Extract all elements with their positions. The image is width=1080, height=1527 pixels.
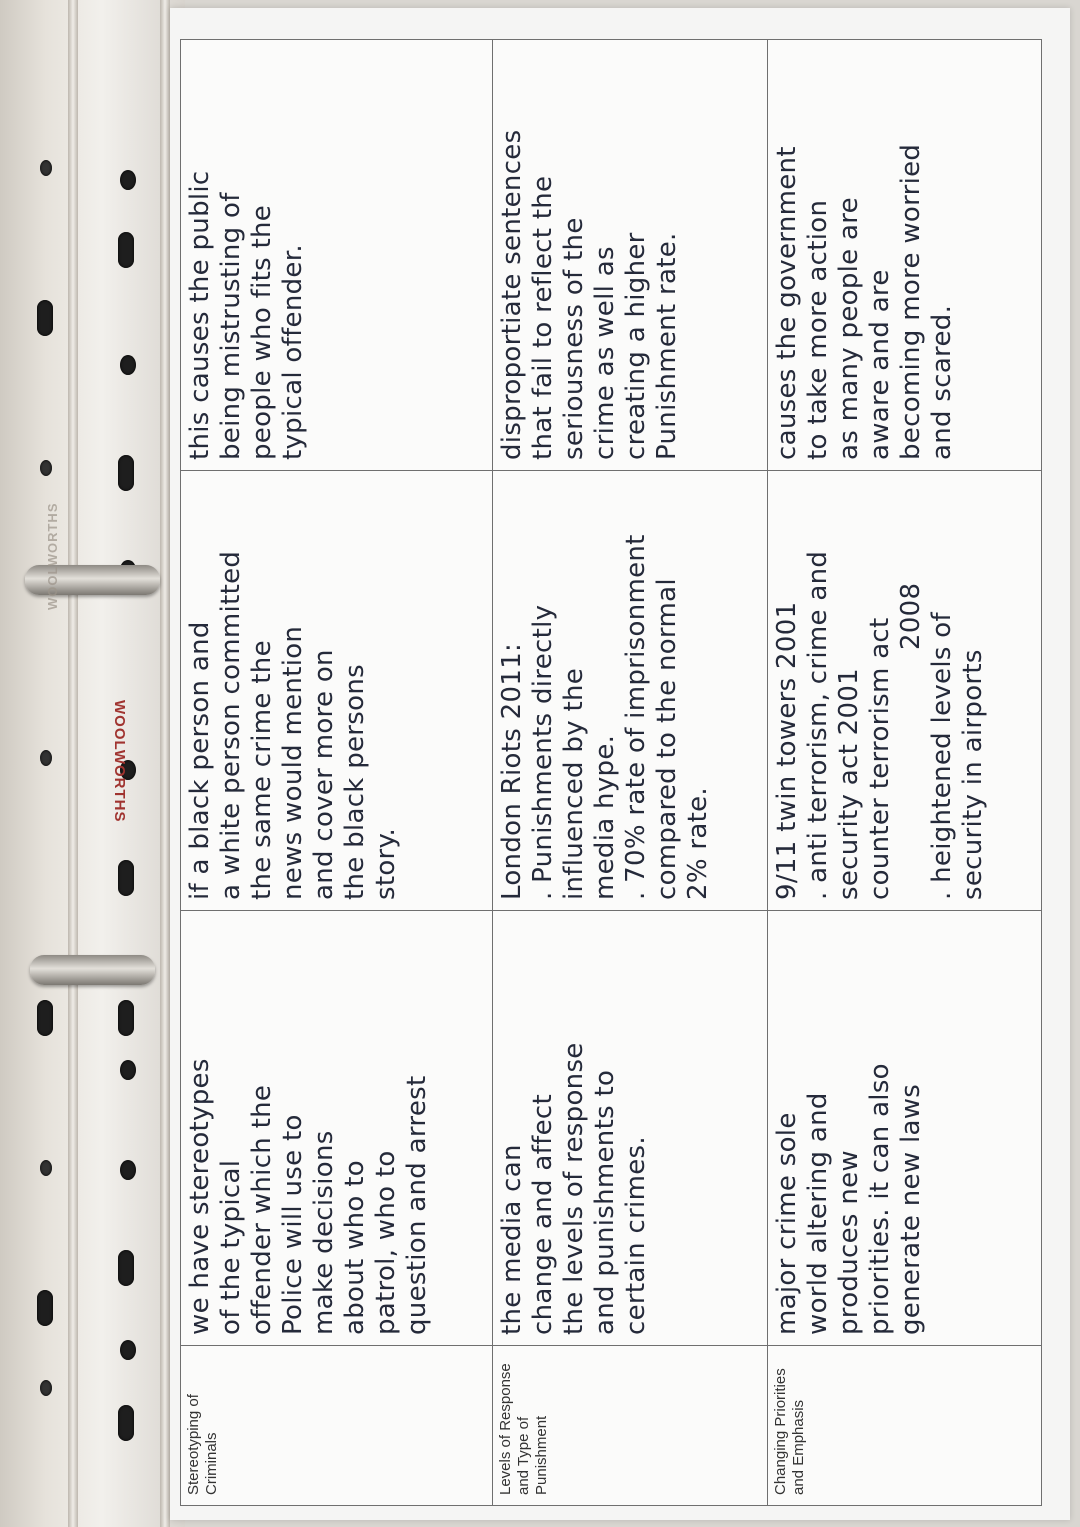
binder-ring [30, 955, 155, 985]
note-line: as many people are [833, 197, 864, 460]
note-line: to take more action [802, 199, 833, 460]
note-line: priorities. it can also [864, 1063, 895, 1335]
punch-hole [120, 1160, 136, 1180]
note-line: . heightened levels of [926, 612, 957, 900]
rotated-table [180, 40, 1042, 1506]
punch-hole [118, 1250, 134, 1286]
note-line: if a black person and [185, 621, 215, 900]
punch-hole [118, 860, 134, 896]
note-line: of the typical [216, 1159, 246, 1335]
consequence-cell [493, 40, 767, 471]
note-line: . anti terrorism, crime and [802, 550, 833, 900]
media-influence-table [180, 39, 1042, 1506]
note-line: 9/11 twin towers 2001 [771, 601, 802, 900]
note-line: . 70% rate of imprisonment [621, 534, 652, 900]
note-line: and scared. [926, 304, 957, 460]
punch-hole [120, 170, 136, 190]
note-line: security act 2001 [833, 667, 864, 900]
punch-hole [40, 750, 52, 766]
impact-cell [181, 911, 493, 1346]
note-line: . Punishments directly [528, 604, 559, 900]
notes-sheet [170, 8, 1070, 1520]
note-line: crime as well as [590, 246, 621, 460]
consequence-cell [181, 40, 493, 471]
punch-hole [118, 1000, 134, 1036]
note-line: media hype. [590, 734, 621, 900]
punch-hole [118, 455, 134, 491]
note-line: the black persons [340, 664, 370, 900]
pocket-fold [68, 0, 78, 1527]
punch-hole [40, 460, 52, 476]
note-line: story. [371, 827, 401, 900]
note-line: and cover more on [309, 649, 339, 900]
impact-cell [767, 911, 1041, 1346]
table-row [767, 40, 1041, 1506]
note-line: 2008 [895, 582, 926, 650]
note-line: we have stereotypes [185, 1058, 215, 1335]
table-row [493, 40, 767, 1506]
note-line: a white person committed [216, 550, 246, 900]
pocket-fold [160, 0, 170, 1527]
note-line: causes the government [771, 146, 802, 460]
punch-hole [37, 1000, 53, 1036]
note-line: being mistrusting of [216, 192, 246, 460]
note-line: question and arrest [402, 1075, 432, 1335]
note-line: this causes the public [185, 170, 215, 460]
note-line: change and affect [528, 1094, 559, 1335]
note-line: news would mention [278, 625, 308, 900]
note-line: Punishment rate. [652, 232, 683, 460]
example-cell [767, 471, 1041, 911]
note-line: certain crimes. [621, 1136, 652, 1335]
note-line: patrol, who to [371, 1150, 401, 1335]
note-line: becoming more worried [895, 143, 926, 460]
punch-hole [118, 1405, 134, 1441]
note-line: the levels of response [559, 1042, 590, 1335]
note-line: the media can [497, 1144, 528, 1335]
row-label: Levels of Response and Type of Punishment [493, 1346, 767, 1506]
note-line: seriousness of the [559, 217, 590, 460]
punch-hole [40, 160, 52, 176]
note-line: disproportiate sentences [497, 129, 528, 460]
note-line: make decisions [309, 1130, 339, 1335]
punch-hole [40, 1160, 52, 1176]
note-line: influenced by the [559, 667, 590, 900]
note-line: Police will use to [278, 1114, 308, 1335]
note-line: 2% rate. [683, 787, 714, 900]
consequence-cell [767, 40, 1041, 471]
note-line: about who to [340, 1160, 370, 1335]
brand-label: WOOLWORTHS [111, 700, 128, 823]
punch-hole [37, 300, 53, 336]
punch-hole [120, 1060, 136, 1080]
punch-hole [120, 355, 136, 375]
note-line: counter terrorism act [864, 617, 895, 900]
note-line: London Riots 2011: [497, 642, 528, 900]
table-row [181, 40, 493, 1506]
impact-cell [493, 911, 767, 1346]
note-line: the same crime the [247, 640, 277, 900]
note-line: aware and are [864, 269, 895, 460]
note-line: generate new laws [895, 1083, 926, 1335]
note-line: compared to the normal [652, 578, 683, 900]
example-cell [181, 471, 493, 911]
punch-hole [40, 1380, 52, 1396]
row-label: Stereotyping of Criminals [181, 1346, 493, 1506]
ring-binder-strip [0, 0, 185, 1527]
note-line: produces new [833, 1150, 864, 1335]
brand-label-ghost: WOOLWORTHS [45, 502, 60, 610]
example-cell [493, 471, 767, 911]
note-line: offender which the [247, 1084, 277, 1335]
punch-hole [118, 232, 134, 268]
note-line: typical offender. [278, 244, 308, 460]
note-line: that fail to reflect the [528, 175, 559, 460]
row-label: Changing Priorities and Emphasis [767, 1346, 1041, 1506]
note-line: world altering and [802, 1092, 833, 1335]
note-line: people who fits the [247, 204, 277, 460]
note-line: security in airports [957, 649, 988, 900]
punch-hole [37, 1290, 53, 1326]
note-line: creating a higher [621, 232, 652, 460]
note-line: major crime sole [771, 1112, 802, 1335]
punch-hole [120, 1340, 136, 1360]
note-line: and punishments to [590, 1069, 621, 1335]
